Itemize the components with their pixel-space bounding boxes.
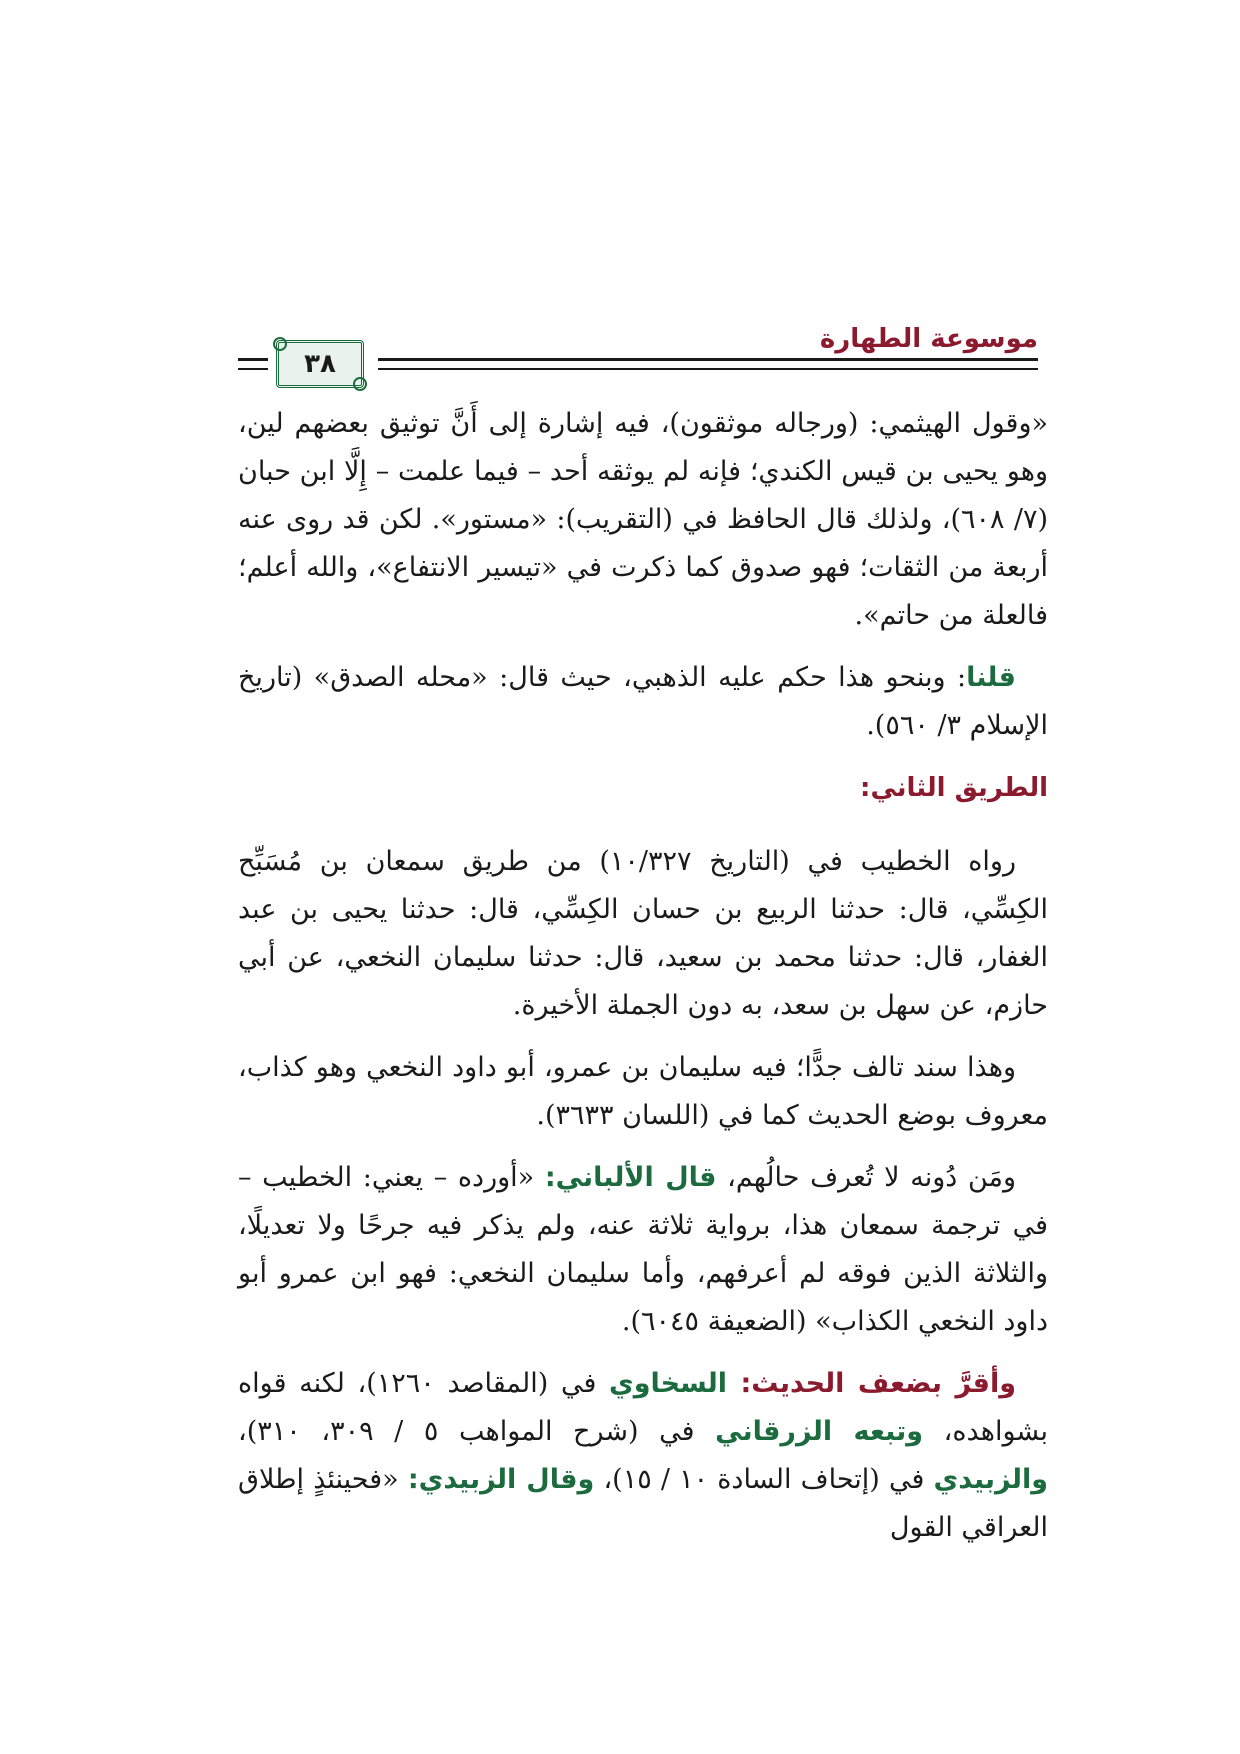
paragraph-6-text1: في (المقاصد ١٢٦٠)، لكنه قواه بشواهده، [238,1368,1048,1447]
paragraph-1: «وقول الهيثمي: (ورجاله موثقون)، فيه إشارة إلى أَنَّ توثيق بعضهم لين، وهو يحيى بن قيس الكندي؛ فإنه لم يوثقه أحد – فيما علمت – إِلَّا ابن حبان (٧/ ٦٠٨)، ولذلك قال الحافظ في (التقريب): «مستور». لكن قد روى عنه أربعة من الثقات؛ فهو صدوق كما ذكرت في «تيسير الانتفاع»، والله أعلم؛ فالعلة من حاتم». [238,408,1048,631]
paragraph-5 [238,1154,1048,1346]
paragraph-5-after: «أورده – يعني: الخطيب – في ترجمة سمعان هذا، برواية ثلاثة عنه، ولم يذكر فيه جرحًا ولا تعديلًا، والثلاثة الذين فوقه لم أعرفهم، وأما سليمان النخعي: فهو ابن عمرو أبو داود النخعي الكذاب» (الضعيفة ٦٠٤٥). [238,1162,1048,1337]
section-subheading: الطريق الثاني: [860,773,1048,803]
header-rule-bottom [378,368,1038,370]
header-rule-left-bottom [238,368,268,370]
label-zabidi: والزبيدي [933,1464,1048,1495]
label-qal-zabidi: وقال الزبيدي: [407,1464,595,1495]
label-qulna: قلنا [966,662,1016,693]
name-sakhawi: السخاوي [609,1368,741,1399]
book-title: موسوعة الطهارة [819,324,1038,354]
page-number-badge [276,340,364,388]
paragraph-6-text3: في (إتحاف السادة ١٠ / ١٥)، [594,1464,934,1495]
page-content [238,400,1048,1566]
paragraph-2-text: : وبنحو هذا حكم عليه الذهبي، حيث قال: «محله الصدق» (تاريخ الإسلام ٣/ ٥٦٠). [238,662,1048,741]
header-rule-top [378,358,1038,361]
paragraph-6-text4: «فحينئذٍ إطلاق العراقي القول [238,1464,1048,1543]
paragraph-3: رواه الخطيب في (التاريخ ١٠/٣٢٧) من طريق سمعان بن مُسَبِّح الكِسِّي، قال: حدثنا الربيع بن حسان الكِسِّي، قال: حدثنا يحيى بن عبد الغفار، قال: حدثنا محمد بن سعيد، قال: حدثنا سليمان النخعي، عن أبي حازم، عن سهل بن سعد، به دون الجملة الأخيرة. [238,846,1048,1021]
label-aqarra: وأقرَّ بضعف الحديث: [740,1368,1016,1399]
label-albani: قال الألباني: [544,1162,717,1193]
paragraph-6 [238,1360,1048,1552]
header-rule-left-top [238,358,268,361]
paragraph-5-before: ومَن دُونه لا تُعرف حالُهم، [716,1162,1016,1193]
paragraph-2 [238,654,1048,750]
page-number: ٣٨ [304,349,336,379]
paragraph-6-text2: في (شرح المواهب ٥ / ٣٠٩، ٣١٠)، [238,1416,716,1447]
label-zurqani: وتبعه الزرقاني [715,1416,924,1447]
page-header [238,318,1038,378]
paragraph-4: وهذا سند تالف جدًّا؛ فيه سليمان بن عمرو، أبو داود النخعي وهو كذاب، معروف بوضع الحديث كما في (اللسان ٣٦٣٣). [238,1052,1048,1131]
